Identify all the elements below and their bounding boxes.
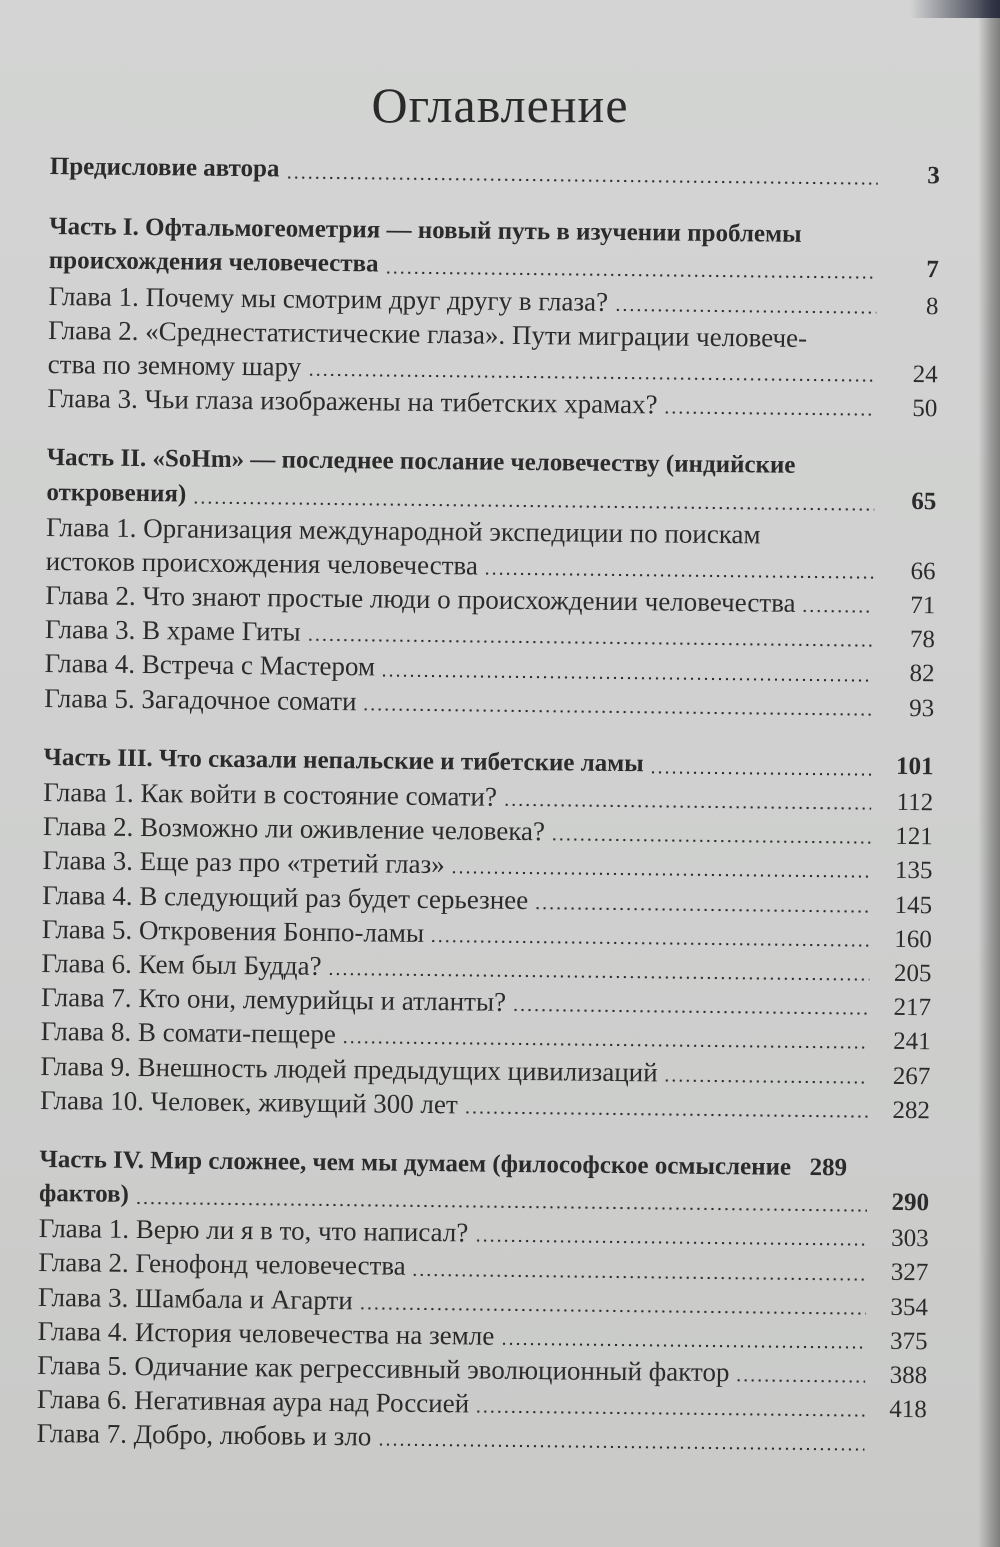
toc-page-number: 205 <box>893 959 932 988</box>
toc-entry-label: Часть I. Офтальмогеометрия — новый путь в изучении проблемы <box>49 213 802 249</box>
toc-entry-label: Глава 7. Кто они, лемурийцы и атланты? <box>40 982 507 1017</box>
toc-page-number: 121 <box>895 823 933 851</box>
table-of-contents <box>36 150 940 1460</box>
toc-leader-dots <box>500 1342 865 1350</box>
toc-page-number <box>801 242 857 243</box>
toc-page-number: 7 <box>926 256 939 284</box>
toc-entry-label: Глава 7. Добро, любовь и зло <box>36 1418 372 1452</box>
toc-entry-label: Глава 1. Организация международной экспедиции по поискам <box>45 511 761 550</box>
toc-entry-label: Часть III. Что сказали непальские и тибетские ламы <box>43 743 644 778</box>
toc-entry-label: Глава 1. Почему мы смотрим друг другу в глаза? <box>48 280 609 317</box>
toc-page-number: 160 <box>894 925 932 954</box>
toc-entry-label: Глава 4. В следующий раз будет серьезнее <box>42 879 529 915</box>
toc-page-number: 354 <box>890 1293 929 1321</box>
toc-entry-label: Глава 1. Как войти в состояние сомати? <box>43 776 498 812</box>
toc-entry-label: Глава 10. Человек, живущий 300 лет <box>39 1084 458 1120</box>
toc-entry-label: Глава 1. Верю ли я в то, что написал? <box>38 1213 469 1248</box>
toc-entry-label: Глава 8. В сомати-пещере <box>40 1016 336 1050</box>
toc-entry-label: Глава 5. Откровения Бонпо-ламы <box>41 913 425 948</box>
toc-page-number: 93 <box>909 694 935 722</box>
toc-entry-label: Глава 6. Кем был Будда? <box>41 947 322 981</box>
toc-leader-dots <box>475 1410 865 1418</box>
page-title: Оглавление <box>371 76 629 133</box>
toc-entry-label: ства по земному шару <box>47 348 302 382</box>
toc-leader-dots <box>451 871 871 879</box>
toc-page-number: 388 <box>889 1361 928 1390</box>
toc-leader-dots <box>430 939 870 948</box>
toc-leader-dots <box>285 176 877 186</box>
toc-leader-dots <box>534 906 870 914</box>
page-edge-shadow <box>978 0 1000 1547</box>
toc-page-number: 375 <box>889 1327 928 1356</box>
toc-entry-label: Глава 3. Еще раз про «третий глаз» <box>42 845 445 880</box>
toc-entry-label: Глава 3. В храме Гиты <box>44 614 301 647</box>
toc-entry-label: Глава 2. Возможно ли оживление человека? <box>42 811 546 847</box>
toc-leader-dots <box>474 1239 866 1247</box>
toc-leader-dots <box>735 1378 865 1383</box>
toc-entry-label: Глава 3. Шамбала и Агарти <box>37 1281 353 1315</box>
toc-page-number: 241 <box>893 1028 931 1056</box>
toc-leader-dots <box>464 1110 868 1118</box>
toc-entry-label: Часть II. «SoHm» — последнее послание человечеству (индийские <box>46 444 796 480</box>
toc-leader-dots <box>614 308 876 315</box>
toc-page-number: 82 <box>909 660 935 688</box>
toc-page-number: 303 <box>891 1225 929 1253</box>
toc-page-number: 66 <box>910 557 936 586</box>
toc-leader-dots <box>381 673 873 682</box>
toc-page-number: 3 <box>927 162 940 190</box>
toc-page-number: 8 <box>925 292 939 320</box>
toc-page-number: 289 <box>809 1153 848 1182</box>
toc-page-number: 327 <box>890 1259 929 1287</box>
toc-leader-dots <box>362 707 872 716</box>
toc-leader-dots <box>801 609 873 614</box>
toc-entry-label: Глава 6. Негативная аура над Россией <box>36 1384 470 1419</box>
toc-leader-dots <box>512 1008 869 1016</box>
toc-page-number: 135 <box>894 857 933 885</box>
toc-entry-label: Часть IV. Мир сложнее, чем мы думаем (философское осмысление <box>39 1145 792 1181</box>
toc-page-number <box>807 347 863 348</box>
toc-page-number: 71 <box>910 592 936 620</box>
toc-entry-label: Глава 5. Загадочное сомати <box>44 682 357 716</box>
toc-page-number: 145 <box>894 891 933 919</box>
toc-leader-dots <box>135 1201 867 1213</box>
toc-page-number: 267 <box>892 1062 931 1090</box>
toc-entry-label: истоков происхождения человечества <box>45 545 479 581</box>
toc-leader-dots <box>359 1306 866 1315</box>
toc-leader-dots <box>663 411 875 417</box>
toc-entry-label: Глава 2. Что знают простые люди о происхождении человечества <box>45 580 796 618</box>
toc-entry-label: фактов) <box>38 1180 130 1208</box>
toc-leader-dots <box>342 1041 869 1051</box>
toc-entry-label: Глава 5. Одичание как регрессивный эволюционный фактор <box>37 1349 730 1388</box>
toc-leader-dots <box>650 770 872 776</box>
toc-leader-dots <box>484 572 874 580</box>
toc-leader-dots <box>385 271 877 280</box>
toc-page-number: 101 <box>895 752 934 781</box>
toc-entry-label: Глава 9. Внешность людей предыдущих цивилизаций <box>40 1050 658 1087</box>
toc-page-number: 50 <box>912 395 938 423</box>
toc-entry-label: Глава 2. Генофонд человечества <box>38 1247 406 1282</box>
toc-page-number: 24 <box>912 360 938 389</box>
toc-leader-dots <box>377 1443 864 1452</box>
toc-leader-dots <box>503 803 871 811</box>
toc-entry-label: Глава 2. «Среднестатистические глаза». Пути миграции человече- <box>47 314 808 353</box>
toc-entry-label: Глава 4. Встреча с Мастером <box>44 648 376 682</box>
toc-entry-label: Глава 3. Чьи глаза изображены на тибетских храмах? <box>47 383 658 420</box>
toc-leader-dots <box>551 838 871 845</box>
toc-leader-dots <box>664 1078 869 1084</box>
toc-leader-dots <box>412 1272 867 1281</box>
toc-page-number: 217 <box>893 994 932 1022</box>
toc-leader-dots <box>307 373 875 383</box>
toc-entry-label: происхождения человечества <box>48 247 379 278</box>
toc-entry-label: Глава 4. История человечества на земле <box>37 1315 495 1351</box>
toc-leader-dots <box>307 638 873 648</box>
toc-page-number <box>795 473 851 474</box>
toc-entry-label: откровения) <box>46 478 187 507</box>
toc-leader-dots <box>328 972 870 982</box>
toc-page-number: 78 <box>909 626 936 654</box>
toc-page-number: 112 <box>896 788 934 817</box>
toc-entry-label: Предисловие автора <box>49 152 280 183</box>
toc-page-number: 290 <box>891 1188 930 1217</box>
toc-leader-dots <box>192 500 874 511</box>
toc-page-number: 282 <box>892 1096 931 1124</box>
corner-mark <box>910 0 1000 18</box>
toc-page-number <box>761 543 817 544</box>
toc-page-number: 418 <box>889 1396 927 1424</box>
toc-page-number <box>870 1451 926 1452</box>
toc-page-number: 65 <box>911 487 937 515</box>
